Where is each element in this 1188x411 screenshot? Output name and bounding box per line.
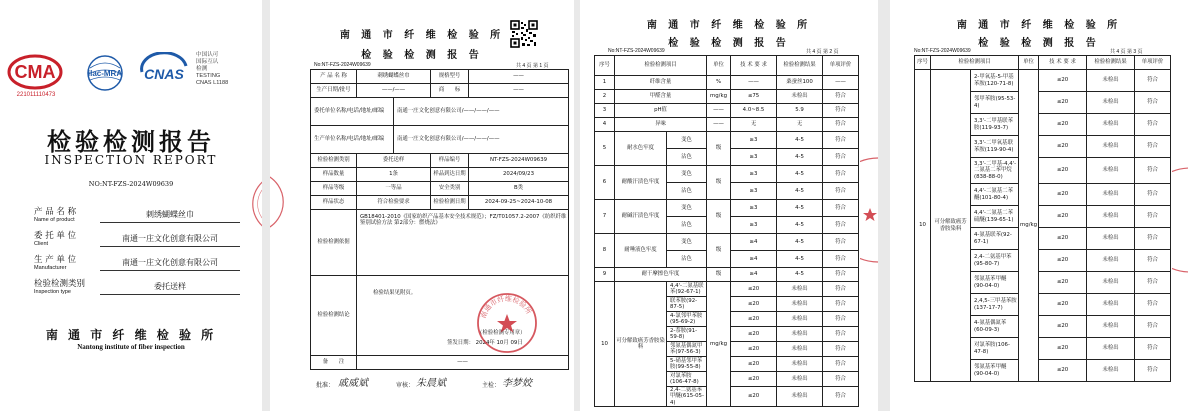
table-row: 沾色 ≥3 4-5 符合 [595,149,859,166]
official-stamp-icon [476,292,538,354]
review-label: 审核： [396,382,415,389]
institute-header: 南 通 市 纤 维 检 验 所 [956,20,1122,31]
table-row: 3,3'-二甲基-4,4'-二氨基二苯甲烷(838-88-0) ≤20 未检出 符合 [915,158,1171,184]
table-row: 10 可分解致癌芳香胺染料 2-甲氧基-5-甲基苯胺(120-71-8) mg/kg ≤20 未检出 符合 [915,70,1171,92]
accreditation-logos [6,52,256,102]
table-header-row: 序号 检验检测项目 单位 技 术 要 求 检验检测结果 单项评价 [915,56,1171,70]
report-title: 检验检测报告 [47,127,215,156]
table-row: 检验检测类别 委托送样 样品编号 NT-FZS-2024W09639 [311,154,569,168]
field-product: 产 品 名 称 Name of product 刺绣蝴蝶丝巾 [34,208,240,228]
report-title-en: INSPECTION REPORT [44,153,218,167]
field-client: 委 托 单 位 Client 南通一庄文化创意有限公司 [34,232,240,252]
field-value: 委托送样 [100,280,240,295]
table-row: 邻甲苯胺(95-53-4) ≤20 未检出 符合 [915,92,1171,114]
table-row: 沾色 ≥3 4-5 符合 [595,217,859,234]
table-row: 2,4-二氨基甲苯(95-80-7) ≤20 未检出 符合 [915,250,1171,272]
main-signature: 李梦姣 [502,378,532,389]
table-row: 6 耐酸汗渍色牢度 变色 级 ≥3 4-5 符合 [595,166,859,183]
page-indicator: 共 4 页 第 3 页 [1110,49,1143,55]
table-row: 邻氨基苯甲醚(90-04-0) ≤20 未检出 符合 [915,360,1171,382]
main-label: 主检： [482,382,501,389]
report-header: 检 验 检 测 报 告 [668,38,790,49]
table-row: 3,3'-二甲氧基联苯胺(119-90-4) ≤20 未检出 符合 [915,136,1171,158]
table-row: 沾色 ≥4 4-5 符合 [595,251,859,268]
svg-text:CMA: CMA [14,62,56,82]
field-manufacturer: 生 产 单 位 Manufacturer 南通一庄文化创意有限公司 [34,256,240,276]
page-gap [262,0,270,411]
seam-seal-icon [1172,160,1188,280]
table-row: 4 异味 —— 无 无 符合 [595,118,859,132]
table-row: 样品等级 一等品 安全类别 B类 [311,182,569,196]
table-row: 7 耐碱汗渍色牢度 变色 级 ≥3 4-5 符合 [595,200,859,217]
table-row: 2-萘胺(91-59-8) ≤20 未检出 符合 [595,327,859,342]
page-gap [878,0,890,411]
table-row: 样品状态 符合检验要求 检验检测日期 2024-09-25~2024-10-08 [311,196,569,210]
report-number: No:NT-FZS-2024W09639 [314,62,371,68]
table-row: 10 可分解致癌芳香胺染料 4,4'-二氨基联苯(92-67-1) mg/kg ≤20 未检出 符合 [595,282,859,297]
field-inspection-type: 检验检测类别 Inspection type 委托送样 [34,280,240,300]
approve-signature: 戚威斌 [338,378,368,389]
institute-name: 南 通 市 纤 维 检 验 所 [45,328,217,342]
svg-text:南通市纤维检验所: 南通市纤维检验所 [479,294,533,320]
field-value: 南通一庄文化创意有限公司 [100,232,240,247]
qr-code-icon [510,20,538,48]
institute-header: 南 通 市 纤 维 检 验 所 [646,20,812,31]
report-number: No:NT-FZS-2024W09639 [608,48,665,54]
table-row: 4,4'-二氨基二苯硫醚(139-65-1) ≤20 未检出 符合 [915,206,1171,228]
results-table [594,55,859,407]
table-row: 3,3'-二甲基联苯胺(119-93-7) ≤20 未检出 符合 [915,114,1171,136]
svg-text:ilac-MRA: ilac-MRA [87,69,123,78]
table-row: 4-氯邻甲苯胺(95-69-2) ≤20 未检出 符合 [595,312,859,327]
table-row: 5-硝基邻甲苯胺(99-55-8) ≤20 未检出 符合 [595,357,859,372]
table-row: 3 pH值 —— 4.0~8.5 5.9 符合 [595,104,859,118]
report-page-3 [890,0,1188,411]
table-header-row: 序号 检验检测项目 单位 技 术 要 求 检验检测结果 单项评价 [595,56,859,76]
seam-seal-icon [232,172,262,236]
table-row: 对氯苯胺(106-47-8) ≤20 未检出 符合 [595,372,859,387]
cnas-logo-icon [136,52,192,92]
seam-seal-icon [270,170,304,234]
table-row: 检验检测依据 GB18401-2010《国家纺织产品基本安全技术规范》；FZ/T01057.2-2007《纺织纤维鉴别试验方法 第2部分：燃烧法》 [311,210,569,276]
report-header: 检 验 检 测 报 告 [978,38,1100,49]
cma-code: 221011110473 [16,92,56,98]
ilac-logo-icon [82,54,128,92]
page-indicator: 共 4 页 第 2 页 [806,49,839,55]
svg-text:CNAS: CNAS [144,66,184,82]
report-number: No:NT-FZS-2024W09639 [914,48,971,54]
approve-label: 批准： [316,382,335,389]
table-row: 邻氨基偶氮甲苯(97-56-3) ≤20 未检出 符合 [595,342,859,357]
stamp-note: （检验检测专用章） [477,330,526,336]
table-row: 联苯胺(92-87-5) ≤20 未检出 符合 [595,297,859,312]
page-indicator: 共 4 页 第 1 页 [516,63,549,69]
table-row: 2,4,5-三甲基苯胺(137-17-7) ≤20 未检出 符合 [915,294,1171,316]
report-page-2 [580,0,878,411]
table-row: 4,4'-二氨基二苯醚(101-80-4) ≤20 未检出 符合 [915,184,1171,206]
table-row: 对氯苯胺(106-47-8) ≤20 未检出 符合 [915,338,1171,360]
cma-logo-icon [6,52,64,92]
table-row: 4-氨基联苯(92-67-1) ≤20 未检出 符合 [915,228,1171,250]
institute-name-en: Nantong institute of fiber inspection [77,343,185,351]
cnas-caption: 中国认可 国际互认 检测 TESTING CNAS L1188 [196,52,229,86]
table-row: 5 耐水色牢度 变色 级 ≥3 4-5 符合 [595,132,859,149]
table-row: 1 纤维含量 % —— 桑蚕丝100 —— [595,76,859,90]
report-page-1 [270,0,574,411]
table-row: 样品数量 1条 样品到达日期 2024/09/23 [311,168,569,182]
report-number: NO:NT-FZS-2024W09639 [88,180,174,188]
cover-page [0,0,262,411]
table-row: 4-氨基偶氮苯(60-09-3) ≤20 未检出 符合 [915,316,1171,338]
table-row: 备 注 —— [311,356,569,370]
table-row: 2 甲醛含量 mg/kg ≤75 未检出 符合 [595,90,859,104]
table-row: 8 耐唾液色牢度 变色 级 ≥4 4-5 符合 [595,234,859,251]
report-header: 检 验 检 测 报 告 [361,50,483,61]
table-row: 产 品 名 称 刺绣蝴蝶丝巾 规格型号 —— [311,70,569,84]
field-value: 刺绣蝴蝶丝巾 [100,208,240,223]
table-row: 2,4-二氨基苯甲醚(615-05-4) ≤20 未检出 符合 [595,387,859,407]
table-row: 委托单位名称/电话/地址/邮编 南通一庄文化创意有限公司/——/——/—— [311,98,569,126]
table-row: 邻氨基苯甲醚(90-04-0) ≤20 未检出 符合 [915,272,1171,294]
table-row: 生产单位名称/电话/地址/邮编 南通一庄文化创意有限公司/——/——/—— [311,126,569,154]
table-row: 生产日期/批号 ——/—— 商 标 —— [311,84,569,98]
field-value: 南通一庄文化创意有限公司 [100,256,240,271]
institute-header: 南 通 市 纤 维 检 验 所 [339,30,505,41]
issue-date: 签发日期： 2024年 10月 09日 [447,340,523,346]
conclusion-text: 检验结果见附页。 [373,290,417,296]
seam-seal-icon [860,150,878,270]
table-row: 沾色 ≥3 4-5 符合 [595,183,859,200]
table-row: 检验检测结论 检验结果见附页。 （检验检测专用章） 签发日期： 2024年 10月 09日 [311,276,569,356]
review-signature: 朱晨斌 [416,378,446,389]
table-row: 9 耐干摩擦色牢度 级 ≥4 4-5 符合 [595,268,859,282]
results-table-continued [914,55,1171,382]
